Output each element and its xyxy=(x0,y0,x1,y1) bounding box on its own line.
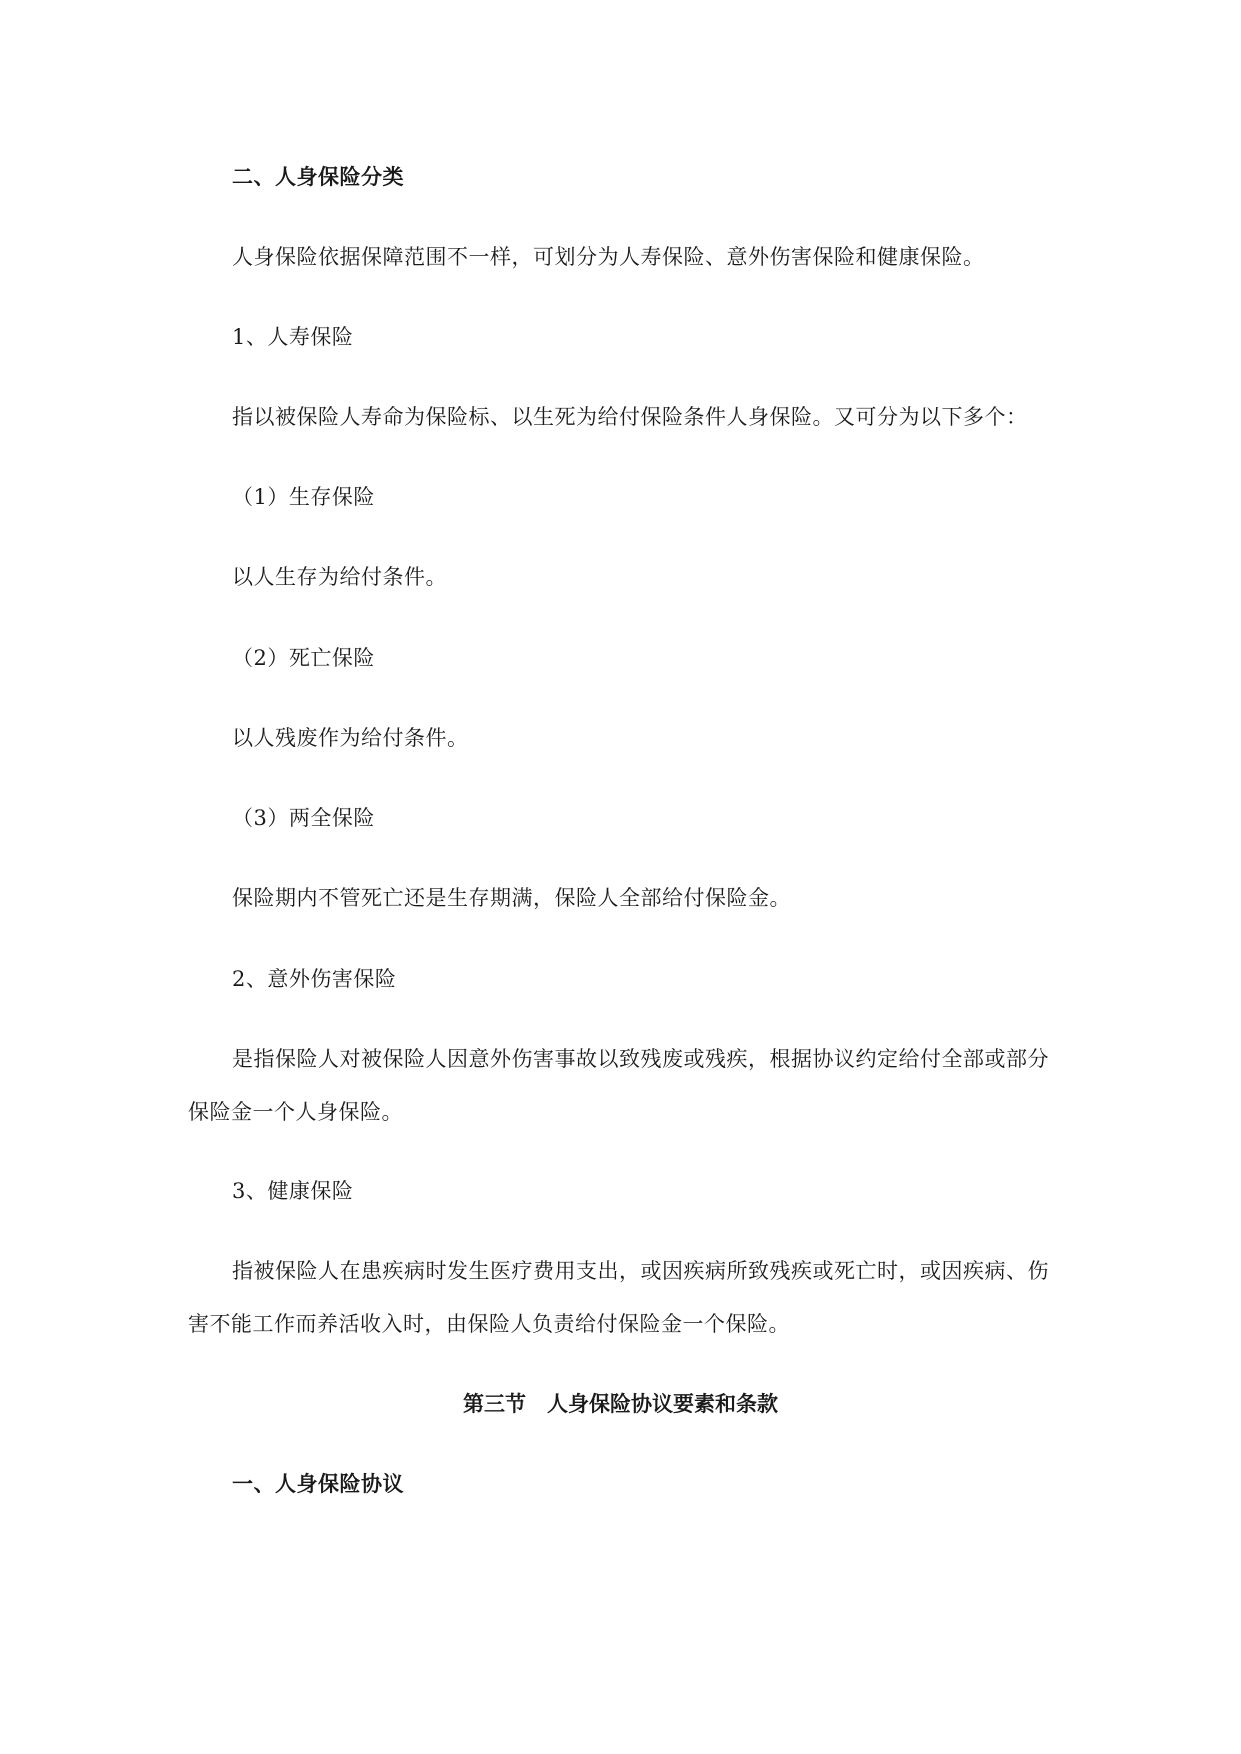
paragraph: 保险期内不管死亡还是生存期满，保险人全部给付保险金。 xyxy=(232,886,791,910)
subsection-heading: 1、人寿保险 xyxy=(232,325,354,349)
section-heading: 二、人身保险分类 xyxy=(232,165,404,189)
paragraph-line: 是指保险人对被保险人因意外伤害事故以致残废或残疾，根据协议约定给付全部或部分 xyxy=(232,1047,1049,1071)
subsection-heading: 3、健康保险 xyxy=(232,1179,354,1203)
list-item-heading: （3）两全保险 xyxy=(232,806,375,830)
paragraph: 以人生存为给付条件。 xyxy=(232,565,447,589)
subsection-heading: 2、意外伤害保险 xyxy=(232,967,397,991)
list-item-heading: （2）死亡保险 xyxy=(232,646,375,670)
chapter-title: 第三节 人身保险协议要素和条款 xyxy=(463,1392,778,1416)
paragraph: 人身保险依据保障范围不一样，可划分为人寿保险、意外伤害保险和健康保险。 xyxy=(232,245,985,269)
paragraph: 以人残废作为给付条件。 xyxy=(232,726,469,750)
paragraph: 指以被保险人寿命为保险标、以生死为给付保险条件人身保险。又可分为以下多个： xyxy=(232,405,1028,429)
paragraph-line: 指被保险人在患疾病时发生医疗费用支出，或因疾病所致残疾或死亡时，或因疾病、伤 xyxy=(232,1259,1049,1283)
paragraph-line: 保险金一个人身保险。 xyxy=(188,1100,403,1124)
list-item-heading: （1）生存保险 xyxy=(232,485,375,509)
section-heading: 一、人身保险协议 xyxy=(232,1472,404,1496)
paragraph-line: 害不能工作而养活收入时，由保险人负责给付保险金一个保险。 xyxy=(188,1312,790,1336)
